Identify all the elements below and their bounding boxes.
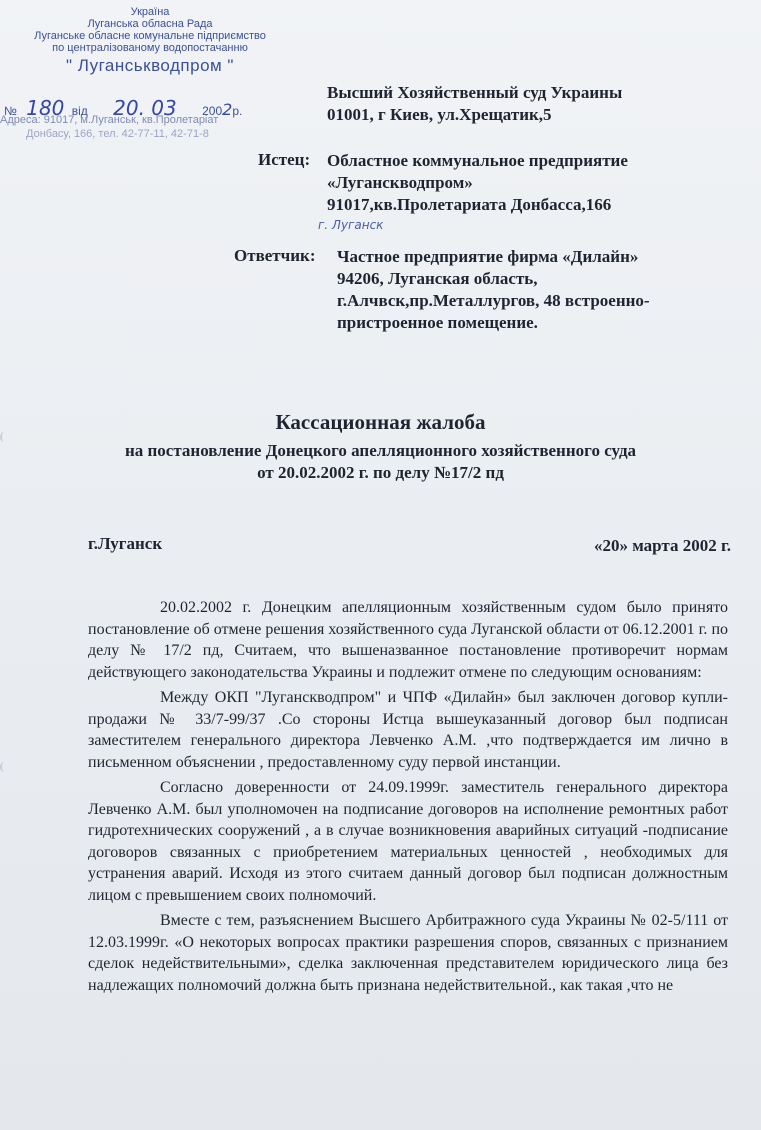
- stamp-year-prefix: 200: [202, 104, 223, 118]
- stamp-date-handwritten: 20. 03: [113, 96, 177, 120]
- stamp-from-label: від: [71, 104, 88, 118]
- stamp-council: Луганська обласна Рада: [87, 18, 213, 30]
- defendant-line4: пристроенное помещение.: [337, 313, 538, 332]
- defendant-block: [337, 246, 650, 334]
- stamp-name: " Луганськводпром ": [66, 56, 234, 75]
- body-paragraph: Согласно доверенности от 24.09.1999г. заместитель генерального директора Левченко А.М. был уполномочен на подписание договоров на исполнение ремонтных работ гидротехнических сооружений , а в случае возникновения аварийных ситуаций -подписание договоров связанных с приобретением материальных ценностей , необходимых для устранения аварий. Исходя из этого считаем данный договор был подписан должностным лицом с превышением своих полномочий.: [88, 779, 728, 904]
- defendant-line1: Частное предприятие фирма «Дилайн»: [337, 247, 639, 266]
- subtitle-line2: от 20.02.2002 г. по делу №17/2 пд: [257, 463, 504, 482]
- stamp-enterprise-line1: Луганське обласне комунальне підприємство: [34, 30, 266, 42]
- plaintiff-label: Истец:: [258, 150, 311, 169]
- organization-stamp: [0, 6, 300, 140]
- document-title: Кассационная жалоба: [275, 410, 486, 434]
- defendant-line3: г.Алчвск,пр.Металлургов, 48 встроенно-: [337, 291, 650, 310]
- document-subtitle: [0, 440, 761, 484]
- defendant-line2: 94206, Луганская область,: [337, 269, 538, 288]
- recipient-block: [327, 82, 622, 126]
- plaintiff-line3: 91017,кв.Пролетариата Донбасса,166: [327, 195, 612, 214]
- body-paragraph: Вместе с тем, разъяснением Высшего Арбитражного суда Украины № 02-5/111 от 12.03.1999г. «О некоторых вопросах практики разрешения споров, связанных с признанием сделок недействительными», сделка заключенная представителем юридического лица без надлежащих полномочий должна быть признана недействительной., как такая ,что не: [88, 912, 728, 994]
- document-date: «20» марта 2002 г.: [593, 536, 731, 555]
- stamp-no-handwritten: 180: [26, 96, 65, 120]
- stamp-country: Україна: [130, 6, 170, 18]
- plaintiff-handwritten-note: г. Луганск: [318, 218, 384, 232]
- recipient-line1: Высший Хозяйственный суд Украины: [327, 83, 623, 102]
- stamp-address-line1: Адреса: 91017, м.Луганськ, кв.Пролетаріат: [0, 114, 219, 126]
- document-city: г.Луганск: [88, 534, 163, 553]
- margin-mark: [0, 762, 8, 772]
- margin-mark: [0, 432, 8, 442]
- plaintiff-block: [327, 150, 628, 216]
- defendant-label: Ответчик:: [234, 246, 316, 265]
- body-paragraph: 20.02.2002 г. Донецким апелляционным хозяйственным судом было принято постановление об отмене решения хозяйственного суда Луганской области от 06.12.2001 г. по делу № 17/2 пд, Считаем, что вышеназванное постановление противоречит нормам действующего законодательства Украины и подлежит отмене по следующим основаниям:: [88, 599, 728, 681]
- plaintiff-line2: «Луганскводпром»: [327, 173, 473, 192]
- body-paragraph: Между ОКП "Луганскводпром" и ЧПФ «Дилайн» был заключен договор купли-продажи № 33/7-99/37 .Со стороны Истца вышеуказанный договор был подписан заместителем генерального директора Левченко А.М. ,что подтверждается им лично в письменном объяснении , предоставленному суду первой инстанции.: [88, 689, 728, 771]
- stamp-enterprise-line2: по централізованому водопостачанню: [52, 42, 248, 54]
- subtitle-line1: на постановление Донецкого апелляционного хозяйственного суда: [124, 441, 637, 460]
- recipient-line2: 01001, г Киев, ул.Хрещатик,5: [327, 105, 552, 124]
- stamp-year-handwritten: 2: [222, 100, 233, 119]
- plaintiff-line1: Областное коммунальное предприятие: [327, 151, 628, 170]
- stamp-address-line2: Донбасу, 166, тел. 42-77-11, 42-71-8: [26, 128, 209, 140]
- document-body: [88, 597, 728, 1000]
- stamp-year-suffix: р.: [232, 104, 243, 118]
- stamp-no-label: №: [4, 104, 17, 118]
